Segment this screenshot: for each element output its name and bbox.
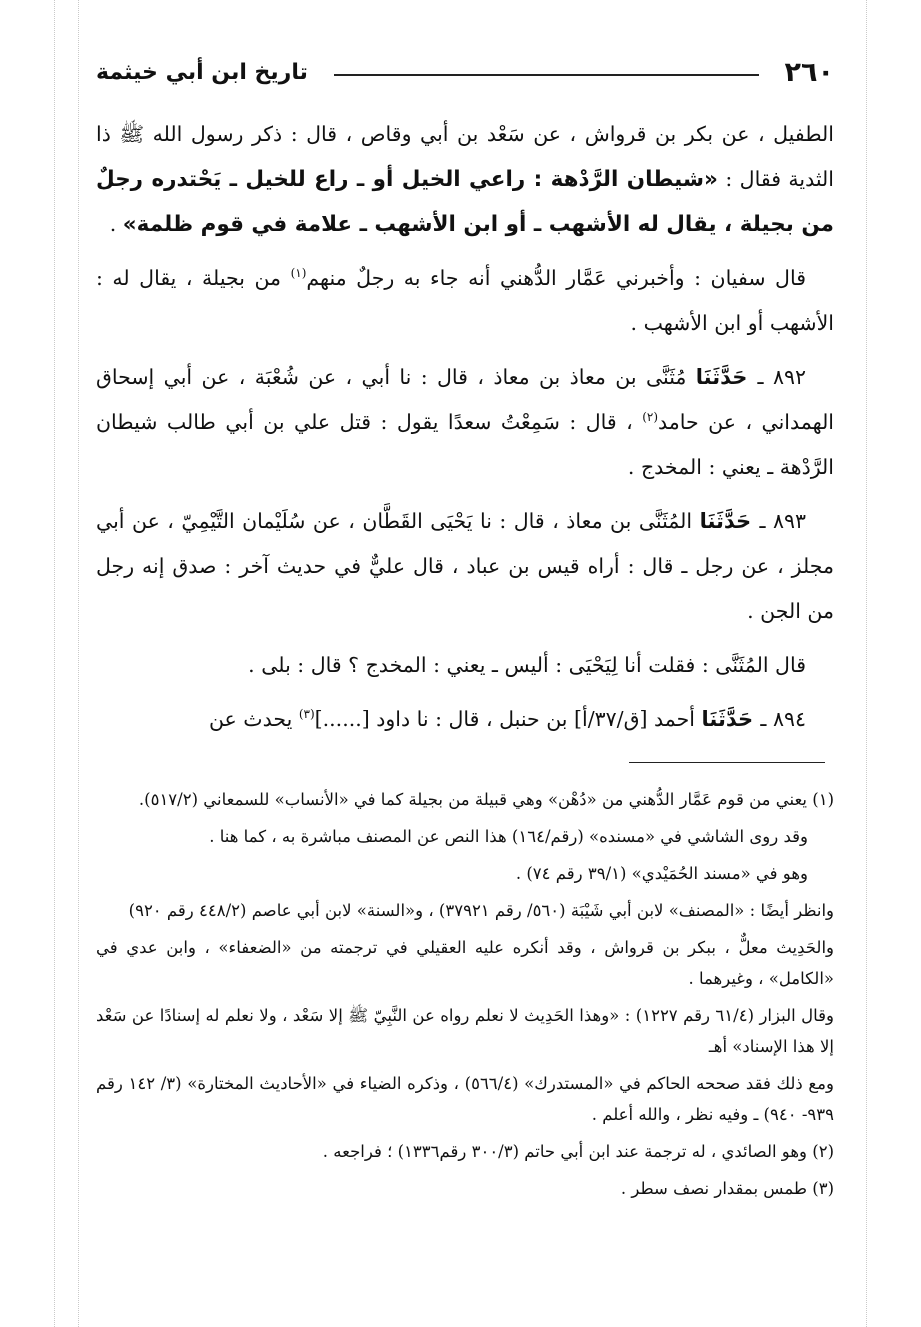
text-run: مُثَنَّى بن معاذ بن معاذ ، قال : نا أبي ، عن شُعْبَة ، عن أبي إسحاق الهمداني ، عن حامد [96,365,835,434]
footnote-1-line: وهو في «مسند الحُمَيْدي» (٣٩/١ رقم ٧٤) . [515,864,808,883]
text-run: قال المُثَنَّى : فقلت أنا لِيَحْيَى : أليس ـ يعني : المخدج ؟ قال : بلى . [248,653,806,677]
text-run: قال سفيان : وأخبرني عَمَّار الدُّهني أنه جاء به رجلٌ منهم [306,266,806,290]
text-run: المُثَنَّى بن معاذ ، قال : نا يَحْيَى القَطَّان ، عن سُلَيْمان التَّيْمِيّ ، عن أبي مجلز ، عن رجل ـ قال : أراه قيس بن عباد ، قال عليٌّ في حديث آخر : صدق إنه رجل من الجن . [96,509,834,623]
page-header [96,52,834,92]
footnote-ref: (٢) [642,410,659,425]
footnote-1: (١) يعني من قوم عَمَّار الدُّهني من «دُهْن» وهي قبيلة من بجيلة كما في «الأنساب» للسمعاني (٥١٧/٢). [138,790,834,809]
footnote-separator [629,762,825,763]
footnote-3: (٣) طمس بمقدار نصف سطر . [620,1179,834,1198]
footnote-1-line: والحَدِيث معلٌّ ، ببكر بن قرواش ، وقد أنكره عليه العقيلي في ترجمته من «الضعفاء» ، وابن عدي في «الكامل» ، وغيرهما . [96,938,834,988]
main-text [96,112,834,751]
paragraph [96,112,834,247]
footnote-1-line: ومع ذلك فقد صححه الحاكم في «المستدرك» (٥٦٦/٤) ، وذكره الضياء في «الأحاديث المختارة» (٣/ ١٤٢ رقم ٩٣٩- ٩٤٠) ـ وفيه نظر ، والله أعلم . [96,1074,834,1124]
text-run: ، قال : سَمِعْتُ سعدًا يقول : قتل علي بن أبي طالب شيطان الرَّدْهة ـ يعني : المخدج . [96,410,834,479]
scan-margin-line [866,0,867,1327]
footnotes [96,784,834,1210]
footnote-1-line: وانظر أيضًا : «المصنف» لابن أبي شَيْبَة (٥٦٠/ رقم ٣٧٩٢١) ، و«السنة» لابن أبي عاصم (٤٤٨/٢ رقم ٩٢٠) [128,901,834,920]
text-run: أحمد [ق/٣٧/أ] بن حنبل ، قال : نا داود [......] [314,707,702,731]
book-title: تاريخ ابن أبي خيثمة [96,59,308,85]
footnote-1-line: وقد روى الشاشي في «مسنده» (رقم/١٦٤) هذا النص عن المصنف مباشرة به ، كما هنا . [209,827,808,846]
scan-margin-line [54,0,55,1327]
paragraph [96,256,834,346]
text-run: الطفيل ، عن بكر بن قرواش ، عن سَعْد بن أبي وقاص ، قال : ذكر رسول الله ﷺ ذا الثدية فقال : [96,122,834,191]
header-rule [334,74,759,76]
hadith-number: ٨٩٤ ـ [760,707,806,731]
hadith-number: ٨٩٢ ـ [757,365,806,389]
footnote-1-line: وقال البزار (٦١/٤ رقم ١٢٢٧) : «وهذا الحَدِيث لا نعلم رواه عن النَّبِيّ ﷺ إلا سَعْد ، ولا نعلم له إسنادًا عن سَعْد إلا هذا الإسناد» أهـ [96,1006,835,1056]
hadith-number: ٨٩٣ ـ [759,509,806,533]
paragraph [96,643,834,688]
narration-word: حَدَّثَنَا [695,365,758,389]
text-run: من بجيلة ، يقال له : الأشهب أو ابن الأشهب . [96,266,834,335]
hadith-894 [96,697,834,742]
narration-word: حَدَّثَنَا [699,509,760,533]
footnote-2: (٢) وهو الصائدي ، له ترجمة عند ابن أبي حاتم (٣٠٠/٣ رقم١٣٣٦) ؛ فراجعه . [322,1142,834,1161]
hadith-892 [96,355,834,490]
page-number: ٢٦٠ [784,56,834,88]
hadith-text: «شيطان الرَّدْهة : راعي الخيل أو ـ راع للخيل ـ يَحْتدره رجلٌ من بجيلة ، يقال له الأشهب ـ أو ابن الأشهب ـ علامة في قوم ظلمة» [96,167,834,237]
scan-margin-line [78,0,79,1327]
narration-word: حَدَّثَنَا [701,707,761,731]
footnote-ref: (١) [290,266,307,281]
hadith-893 [96,499,834,634]
text-run: . [109,212,123,236]
footnote-ref: (٣) [298,707,315,722]
text-run: يحدث عن [208,707,299,731]
